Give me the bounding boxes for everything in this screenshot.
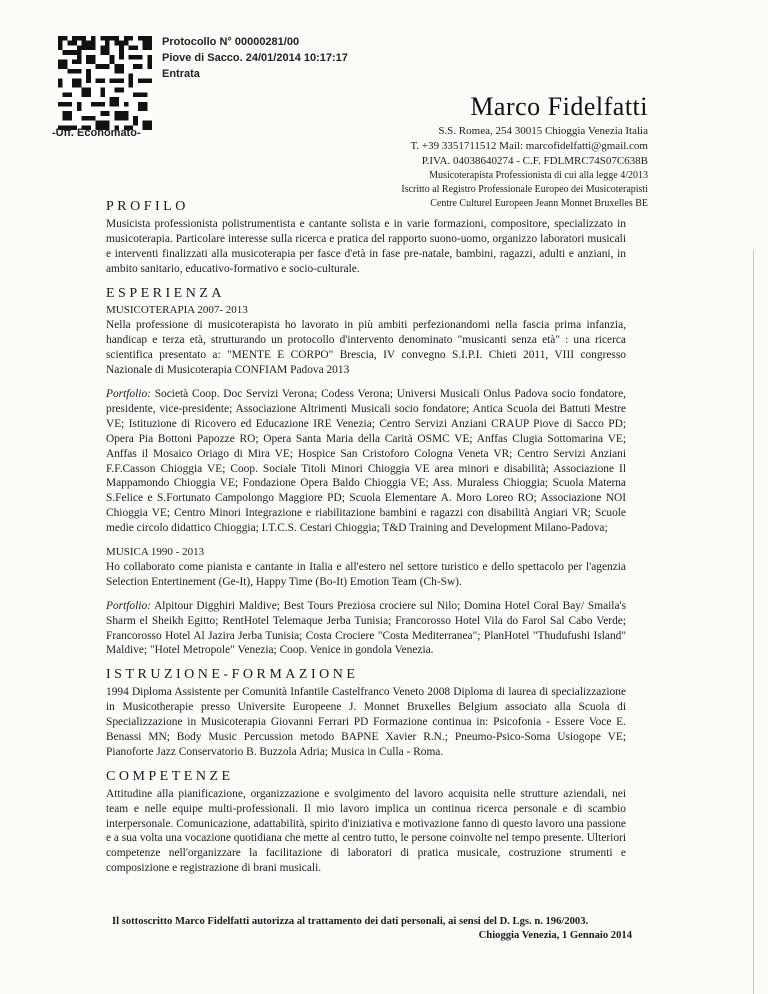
address: S.S. Romea, 254 30015 Chioggia Venezia Italia bbox=[438, 125, 648, 137]
section-esperienza bbox=[106, 287, 626, 659]
protocol-place-date: Piove di Sacco. 24/01/2014 10:17:17 bbox=[162, 52, 348, 64]
section-text: 1994 Diploma Assistente per Comunità Infantile Castelfranco Veneto 2008 Diploma di laurea di specializzazione in Musicotherapie presso Universite Europeene J. Monnet Bruxelles Belgium associato alla Scuola di Specializzazione in Musicoterapia Giovanni Ferrari PD Formazione continua in: Psicofonia - Essere Voce E. Benassi MN; Body Music Percussion metodo BAPNE Xavier R.N.; Pneumo-Psico-Soma Usiogope VE; Pianoforte Jazz Conservatorio B. Buzzola Adria; Musica in Culla - Roma. bbox=[106, 686, 626, 758]
section-title: COMPETENZE bbox=[106, 768, 234, 784]
privacy-consent: Il sottoscritto Marco Fidelfatti autorizza al trattamento dei dati personali, ai sensi del D. Lgs. n. 196/2003. bbox=[112, 916, 589, 927]
person-name: Marco Fidelfatti bbox=[470, 92, 648, 121]
centre-line: Centre Culturel Europeen Jeann Monnet Bruxelles BE bbox=[430, 198, 648, 209]
protocol-stamp bbox=[162, 34, 348, 82]
portfolio-label: Portfolio: bbox=[106, 599, 151, 612]
contact-block bbox=[401, 124, 648, 211]
qr-code-icon bbox=[58, 36, 152, 130]
section-text: Attitudine alla pianificazione, organizzazione e svolgimento del lavoro acquisita nelle strutture aziendali, nei team e nelle equipe multi-professionali. Il mio lavoro implica un continua ricerca personale e di scambio interpersonale. Comunicazione, adattabilità, spirito d'iniziativa e motivazione fanno di questo lavoro una passione e a sua volta una vocazione quotidiana che mette al centro tutto, le persone coinvolte nel tempo presente. Ulteriori competenze nell'organizzare la facilitazione di laboratori di pratica musicale, costruzione strumenti e composizione e registrazione di brani musicali. bbox=[106, 787, 626, 875]
section-title: ESPERIENZA bbox=[106, 285, 225, 301]
section-profilo bbox=[106, 200, 626, 277]
protocol-number: Protocollo N° 00000281/00 bbox=[162, 36, 300, 48]
subsection-title: MUSICA 1990 - 2013 bbox=[106, 546, 205, 559]
portfolio-list: Società Coop. Doc Servizi Verona; Codess Verona; Universi Musicali Onlus Padova socio fondatore, presidente, vice-presidente; Associazione Altrimenti Musicali socio fondatore; Antica Scuola dei Battuti Mestre VE; Istituzione di Ricovero ed Educazione IRE Venezia; Centro Servizi Anziani CRAUP Piove di Sacco PD; Opera Pia Bottoni Papozze RO; Opera Santa Maria della Carità OSMC VE; Anffas Clugia Sottomarina VE; Anffas il Mosaico Oriago di Mira VE; Hospice San Cristoforo Cologna Veneta VR; Centro Servizi Anziani F.F.Casson Chioggia VE; Coop. Sociale Titoli Minori Chioggia VE area minori e disabilità; Associazione Il Mappamondo Chioggia VE; Fondazione Opera Baldo Chioggia VE; Ass. Muraless Chioggia; Scuola Materna S.Felice e S.Fortunato Campolongo Maggiore PD; Scuola Elementare A. Moro Loreo RO; Associazione NOI Chioggia VE; Centro Minori Integrazione e riabilitazione bambini e ragazzi con disabilità Angiari VR; Scuole medie circolo didattico Chioggia; I.T.C.S. Cestari Chioggia; T&D Training and Development Milano-Padova; bbox=[106, 387, 626, 535]
section-title: PROFILO bbox=[106, 199, 189, 214]
portfolio-list: Alpitour Digghiri Maldive; Best Tours Preziosa crociere sul Nilo; Domina Hotel Coral Bay/ Smaila's Sharm el Sheikh Egitto; RentHotel Telemaque Jerba Tunisia; Francorosso Hotel Vila do Farol Sal Cabo Verde; Francorosso Hotel Al Jazira Jerba Tunisia; Costa Crociere "Costa Mediterranea"; PlanHotel "Thudufushi Island" Maldive; "Hotel Metropole" Venezia; Coop. Venice in gondola Venezia. bbox=[106, 599, 626, 657]
cv-body bbox=[106, 200, 626, 886]
portfolio-label: Portfolio: bbox=[106, 387, 151, 400]
protocol-direction: Entrata bbox=[162, 68, 200, 80]
phone-mail: T. +39 3351711512 Mail: marcofidelfatti@gmail.com bbox=[410, 140, 648, 152]
page-edge-divider bbox=[753, 250, 754, 994]
vat-tax-code: P.IVA. 04038640274 - C.F. FDLMRC74S07C638B bbox=[421, 155, 648, 167]
section-text: Nella professione di musicoterapista ho lavorato in più ambiti perfezionandomi nella fascia prima infanzia, handicap e terza età, strutturando un protocollo d'intervento denominato "musicanti senza età" : una ricerca scientifica presentato a: "MENTE E CORPO" Brescia, IV convegno S.I.P.I. Chieti 2011, VIII congresso Nazionale di Musicoterapia CONFIAM Padova 2013 bbox=[106, 319, 626, 377]
section-title: ISTRUZIONE-FORMAZIONE bbox=[106, 667, 359, 683]
subsection-title: MUSICOTERAPIA 2007- 2013 bbox=[106, 304, 248, 317]
section-text: Musicista professionista polistrumentista e cantante solista e in varie formazioni, compositore, specializzato in musicoterapia. Particolare interesse sulla ricerca e pratica del rapporto suono-uomo, organizzo laboratori musicali e interventi finalizzati alla musicoterapia per fasce d'età in fase pre-natale, bambini, ragazzi, adulti e anziani, in ambito sanitario, educativo-formativo e socio-culturale. bbox=[106, 217, 626, 275]
section-competenze bbox=[106, 770, 626, 876]
register-line: Iscritto al Registro Professionale Europeo dei Musicoterapisti bbox=[401, 184, 648, 195]
portfolio-text bbox=[106, 387, 626, 536]
signature-date: Chioggia Venezia, 1 Gennaio 2014 bbox=[478, 930, 632, 941]
closing-block bbox=[112, 915, 632, 943]
section-text: Ho collaborato come pianista e cantante in Italia e all'estero nel settore turistico e dello spettacolo per l'agenzia Selection Entertinement (Ge-It), Happy Time (Bo-It) Emotion Team (Ch-Sw). bbox=[106, 560, 626, 588]
section-istruzione bbox=[106, 668, 626, 759]
office-label: -Uff. Economato- bbox=[52, 127, 141, 139]
portfolio-text bbox=[106, 599, 626, 659]
professional-role: Musicoterapista Professionista di cui alla legge 4/2013 bbox=[429, 170, 648, 181]
